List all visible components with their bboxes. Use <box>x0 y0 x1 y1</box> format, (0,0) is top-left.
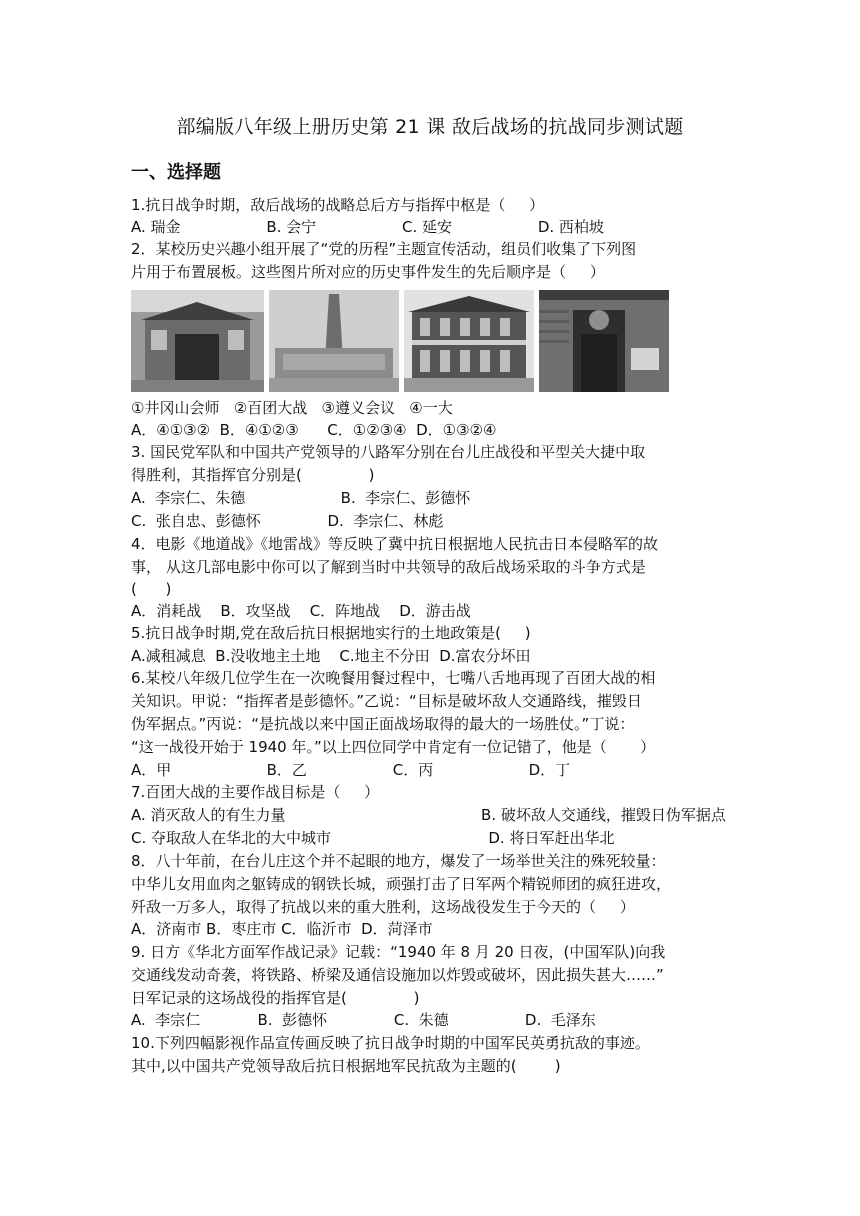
question-7-options-ab: A. 消灭敌人的有生力量 B. 破坏敌人交通线，摧毁日伪军据点 <box>131 806 726 824</box>
question-5-stem: 5.抗日战争时期,党在敌后抗日根据地实行的土地政策是( ) <box>131 624 531 642</box>
question-9-stem-line-2: 交通线发动奇袭，将铁路、桥梁及通信设施加以炸毁或破坏，因此损失甚大……” <box>131 966 664 984</box>
question-8-stem-line-2: 中华儿女用血肉之躯铸成的钢铁长城，顽强打击了日军两个精锐师团的疯狂进攻， <box>131 875 672 893</box>
question-3-stem-line-2: 得胜利，其指挥官分别是( ) <box>131 466 375 484</box>
question-8-stem-line-1: 8．八十年前，在台儿庄这个并不起眼的地方，爆发了一场举世关注的殊死较量： <box>131 852 666 870</box>
question-1-stem: 1.抗日战争时期，敌后战场的战略总后方与指挥中枢是（ ） <box>131 196 545 214</box>
question-10-stem-line-2: 其中,以中国共产党领导敌后抗日根据地军民抗敌为主题的( ) <box>131 1057 561 1075</box>
question-9-options: A. 李宗仁 B. 彭德怀 C. 朱德 D. 毛泽东 <box>131 1011 596 1029</box>
question-9-stem-line-1: 9. 日方《华北方面军作战记录》记载：“1940 年 8 月 20 日夜，(中国军队)向我 <box>131 943 666 961</box>
question-2-stem-line-1: 2．某校历史兴趣小组开展了“党的历程”主题宣传活动，组员们收集了下列图 <box>131 240 637 258</box>
question-8-options: A．济南市 B．枣庄市 C．临沂市 D．菏泽市 <box>131 920 433 938</box>
photo-hundred-regiments-monument <box>269 290 399 392</box>
question-5-options: A.减租减息 B.没收地主土地 C.地主不分田 D.富农分坏田 <box>131 647 531 665</box>
question-1-options: A. 瑞金 B. 会宁 C. 延安 D. 西柏坡 <box>131 218 604 236</box>
photo-jinggangshan-building <box>131 290 264 392</box>
question-9-stem-line-3: 日军记录的这场战役的指挥官是( ) <box>131 989 420 1007</box>
question-6-stem-line-4: “这一战役开始于 1940 年。”以上四位同学中肯定有一位记错了，他是（ ） <box>131 738 656 756</box>
question-6-options: A．甲 B．乙 C．丙 D．丁 <box>131 761 571 779</box>
question-6-stem-line-3: 伪军据点。”丙说：“是抗战以来中国正面战场取得的最大的一场胜仗。”丁说： <box>131 715 635 733</box>
question-2-options: A．④①③② B．④①②③ C．①②③④ D．①③②④ <box>131 421 497 439</box>
question-3-options-ab: A. 李宗仁、朱德 B. 李宗仁、彭德怀 <box>131 489 471 507</box>
question-2-stem-line-2: 片用于布置展板。这些图片所对应的历史事件发生的先后顺序是（ ） <box>131 263 605 281</box>
page-title: 部编版八年级上册历史第 21 课 敌后战场的抗战同步测试题 <box>176 116 684 138</box>
question-8-stem-line-3: 歼敌一万多人，取得了抗战以来的重大胜利，这场战役发生于今天的（ ） <box>131 898 635 916</box>
question-6-stem-line-1: 6.某校八年级几位学生在一次晚餐用餐过程中，七嘴八舌地再现了百团大战的相 <box>131 669 656 687</box>
question-6-stem-line-2: 关知识。甲说：“指挥者是彭德怀。”乙说：“目标是破坏敌人交通路线，摧毁日 <box>131 692 642 710</box>
question-3-stem-line-1: 3. 国民党军队和中国共产党领导的八路军分别在台儿庄战役和平型关大捷中取 <box>131 443 646 461</box>
section-heading: 一、选择题 <box>131 162 221 183</box>
question-7-stem: 7.百团大战的主要作战目标是（ ） <box>131 783 380 801</box>
photo-zunyi-meeting-site <box>404 290 534 392</box>
question-4-stem-line-3: ( ) <box>131 580 172 598</box>
question-3-options-cd: C. 张自忠、彭德怀 D. 李宗仁、林彪 <box>131 512 444 530</box>
question-4-stem-line-1: 4．电影《地道战》《地雷战》等反映了冀中抗日根据地人民抗击日本侵略军的故 <box>131 535 659 553</box>
question-2-captions: ①井冈山会师 ②百团大战 ③遵义会议 ④一大 <box>131 399 453 417</box>
question-7-options-cd: C. 夺取敌人在华北的大中城市 D. 将日军赶出华北 <box>131 829 615 847</box>
question-4-options: A．消耗战 B．攻坚战 C．阵地战 D．游击战 <box>131 602 471 620</box>
question-4-stem-line-2: 事， 从这几部电影中你可以了解到当时中共领导的敌后战场采取的斗争方式是 <box>131 558 646 576</box>
photo-first-congress-site <box>539 290 669 392</box>
question-10-stem-line-1: 10.下列四幅影视作品宣传画反映了抗日战争时期的中国军民英勇抗敌的事迹。 <box>131 1034 650 1052</box>
